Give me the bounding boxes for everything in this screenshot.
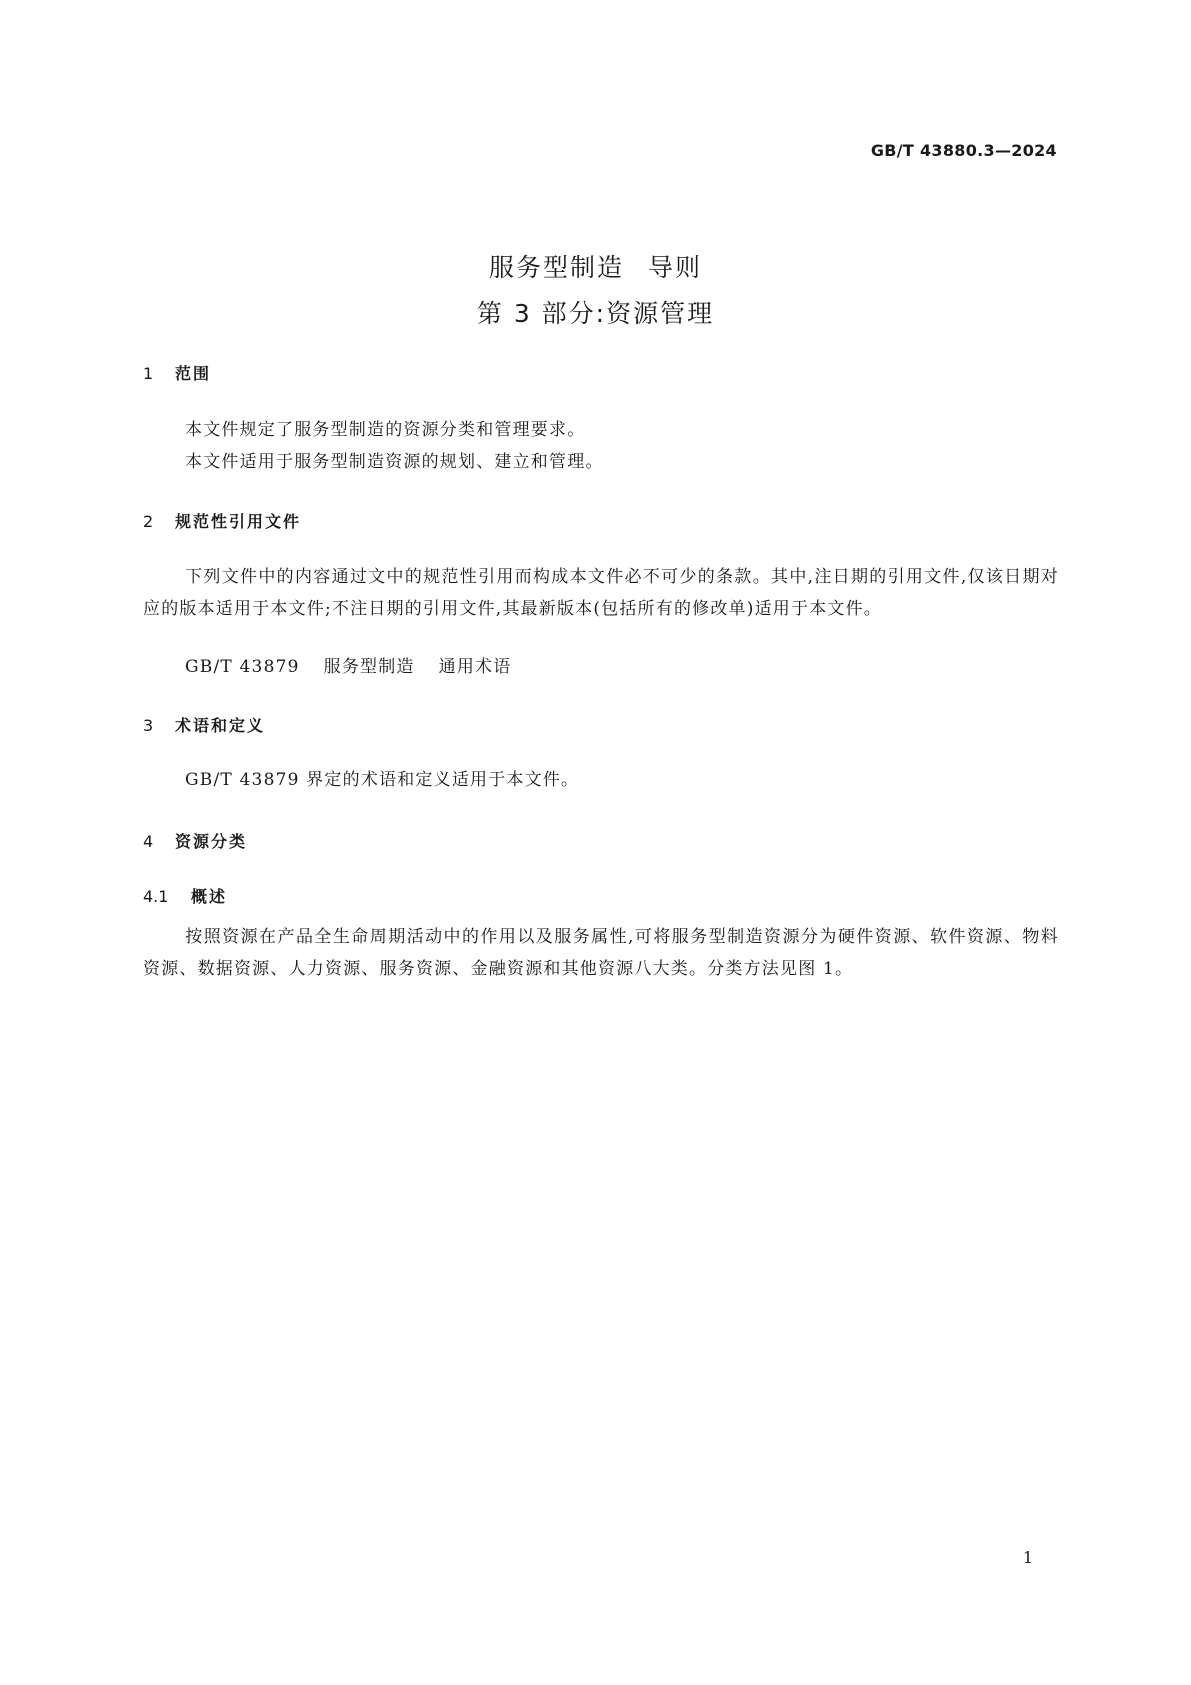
paragraph [143, 446, 1059, 478]
standard-code: GB/T 43880.3—2024 [870, 141, 1057, 160]
section-title: 术语和定义 [175, 716, 266, 735]
title-guideline: 导则 [648, 253, 703, 282]
paragraph-text: 本文件规定了服务型制造的资源分类和管理要求。 [185, 420, 586, 440]
paragraph-text: 下列文件中的内容通过文中的规范性引用而构成本文件必不可少的条款。其中,注日期的引用文件,仅该日期对应的版本适用于本文件;不注日期的引用文件,其最新版本(包括所有的修改单)适用于本文件。 [143, 567, 1059, 619]
paragraph [143, 561, 1059, 625]
section-title: 范围 [175, 364, 212, 383]
normative-reference-entry [185, 652, 511, 677]
subsection-title: 概述 [191, 887, 228, 906]
document-title [0, 245, 1191, 337]
paragraph-text: 本文件适用于服务型制造资源的规划、建立和管理。 [185, 452, 604, 472]
title-line-2: 第 3 部分:资源管理 [476, 299, 715, 328]
reference-title-part-1: 服务型制造 [323, 657, 415, 677]
section-heading-scope [143, 361, 211, 384]
reference-title-part-2: 通用术语 [438, 657, 512, 677]
section-number: 2 [143, 512, 154, 531]
section-number: 4 [143, 832, 154, 851]
subsection-heading-overview [143, 884, 227, 907]
section-heading-normative-refs [143, 509, 301, 532]
reference-code: GB/T 43879 [185, 657, 300, 677]
section-heading-classification [143, 829, 247, 852]
section-title: 资源分类 [175, 832, 248, 851]
paragraph [143, 414, 1059, 446]
paragraph [143, 764, 1059, 796]
section-heading-terms [143, 713, 265, 736]
paragraph-text: GB/T 43879 界定的术语和定义适用于本文件。 [185, 770, 580, 790]
page-number: 1 [1022, 1548, 1033, 1567]
section-number: 1 [143, 364, 154, 383]
section-number: 3 [143, 716, 154, 735]
subsection-number: 4.1 [143, 887, 169, 906]
paragraph-text: 按照资源在产品全生命周期活动中的作用以及服务属性,可将服务型制造资源分为硬件资源、软件资源、物料资源、数据资源、人力资源、服务资源、金融资源和其他资源八大类。分类方法见图 1。 [143, 927, 1059, 979]
title-line-1 [0, 245, 1191, 291]
paragraph [143, 921, 1059, 985]
title-main: 服务型制造 [488, 253, 624, 282]
section-title: 规范性引用文件 [175, 512, 302, 531]
